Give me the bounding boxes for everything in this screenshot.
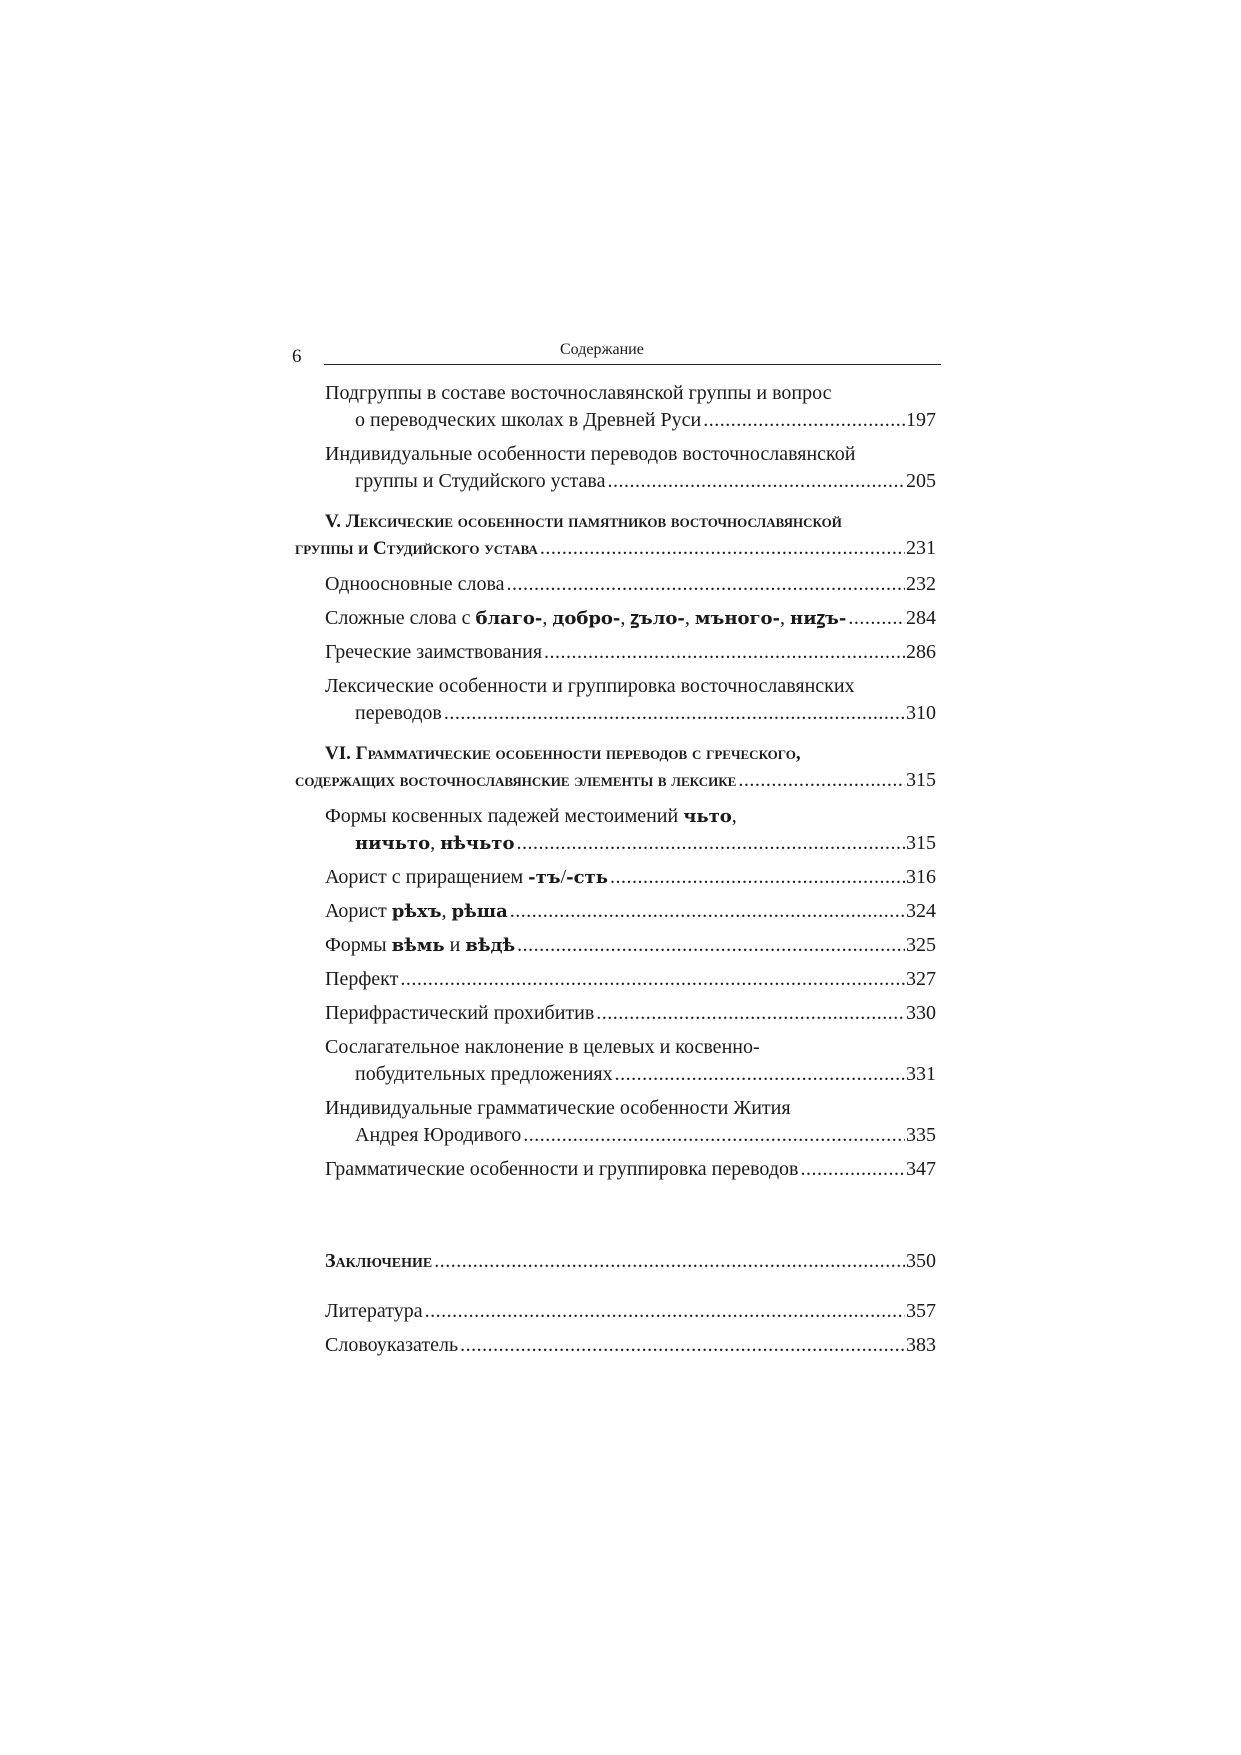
toc-literature[interactable] xyxy=(295,1298,936,1325)
dot-leader xyxy=(505,571,905,598)
toc-page-number: 347 xyxy=(906,1158,936,1180)
dot-leader xyxy=(508,898,905,925)
dot-leader xyxy=(594,1000,905,1027)
toc-page-number: 286 xyxy=(906,641,936,663)
dot-leader xyxy=(608,864,905,891)
toc-page-number: 330 xyxy=(906,1002,936,1024)
toc-entry-title: Грамматические особенности и группировка переводов xyxy=(325,1158,799,1180)
toc-entry-title: Формы вѣмь и вѣдѣ xyxy=(325,934,516,956)
toc-entry[interactable] xyxy=(295,673,936,727)
chapter-title-cont: содержащих восточнославянские элементы в лексике xyxy=(295,770,737,791)
chapter-title-cont: группы и Студийского устава xyxy=(295,538,538,559)
dot-leader xyxy=(432,1248,905,1275)
running-title: Содержание xyxy=(560,341,644,358)
toc-entry-title-cont: о переводческих школах в Древней Руси xyxy=(355,409,702,431)
toc-page-number: 284 xyxy=(906,607,936,629)
toc-entry-title: Перифрастический прохибитив xyxy=(325,1002,595,1024)
dot-leader xyxy=(542,639,905,666)
toc-entry[interactable] xyxy=(295,441,936,495)
dot-leader xyxy=(398,966,905,993)
toc-entry-title: Одноосновные слова xyxy=(325,573,505,595)
toc-entry-title: Сложные слова с благо-, добро-, ꙁъло-, мъного-, ниꙁъ- xyxy=(325,607,847,629)
toc-entry-title-cont: ничьто, нѣчьто xyxy=(355,832,515,854)
chapter-title: V. Лексические особенности памятников восточнославянской xyxy=(325,511,842,532)
toc-entry-title: Словоуказатель xyxy=(325,1334,459,1356)
toc-entry[interactable] xyxy=(295,571,936,598)
dot-leader xyxy=(514,830,905,857)
toc-conclusion[interactable] xyxy=(295,1248,936,1275)
toc-entry[interactable] xyxy=(295,966,936,993)
chapter-title: VI. Грамматические особенности переводов с греческого, xyxy=(325,743,801,764)
toc-entry-title: Перфект xyxy=(325,968,399,990)
toc-entry[interactable] xyxy=(295,1156,936,1183)
toc-entry[interactable] xyxy=(295,1034,936,1088)
toc-entry[interactable] xyxy=(295,932,936,959)
toc-entry[interactable] xyxy=(295,605,936,632)
toc-entry-title-cont: переводов xyxy=(355,702,442,724)
toc-entry[interactable] xyxy=(295,380,936,434)
toc-page-number: 350 xyxy=(906,1250,936,1272)
toc-page-number: 310 xyxy=(906,702,936,724)
toc-entry-title-cont: Андрея Юродивого xyxy=(355,1124,522,1146)
toc-entry[interactable] xyxy=(295,898,936,925)
toc-entry[interactable] xyxy=(295,1095,936,1149)
toc-page-number: 315 xyxy=(906,769,936,791)
toc-entry[interactable] xyxy=(295,864,936,891)
toc-page-number: 232 xyxy=(906,573,936,595)
toc-entry-title: Лексические особенности и группировка восточнославянских xyxy=(325,675,855,697)
dot-leader xyxy=(798,1156,905,1183)
toc-chapter-5[interactable] xyxy=(295,508,936,562)
dot-leader xyxy=(736,767,905,794)
toc-page-number: 205 xyxy=(906,470,936,492)
dot-leader xyxy=(538,535,905,562)
toc-page-number: 383 xyxy=(906,1334,936,1356)
toc-entry-title-cont: побудительных предложениях xyxy=(355,1063,613,1085)
toc-page-number: 335 xyxy=(906,1124,936,1146)
toc-entry-title: Формы косвенных падежей местоимений чьто, xyxy=(325,805,737,827)
toc-entry-title: Подгруппы в составе восточнославянской группы и вопрос xyxy=(325,382,832,404)
toc-entry-title: Сослагательное наклонение в целевых и косвенно- xyxy=(325,1036,760,1058)
dot-leader xyxy=(605,468,905,495)
toc-entry[interactable] xyxy=(295,639,936,666)
header-rule xyxy=(324,364,941,365)
toc-chapter-6[interactable] xyxy=(295,740,936,794)
toc-page-number: 327 xyxy=(906,968,936,990)
dot-leader xyxy=(515,932,905,959)
toc-page-number: 315 xyxy=(906,832,936,854)
dot-leader xyxy=(613,1061,905,1088)
table-of-contents xyxy=(295,380,936,1366)
toc-page-number: 325 xyxy=(906,934,936,956)
dot-leader xyxy=(701,407,905,434)
toc-entry-title: Литература xyxy=(325,1300,423,1322)
toc-entry-title: Индивидуальные особенности переводов восточнославянской xyxy=(325,443,856,465)
dot-leader xyxy=(846,605,905,632)
page-number: 6 xyxy=(292,346,302,367)
toc-entry-title: Аорист рѣхъ, рѣша xyxy=(325,900,508,922)
dot-leader xyxy=(521,1122,905,1149)
toc-entry-title: Греческие заимствования xyxy=(325,641,543,663)
toc-page-number: 316 xyxy=(906,866,936,888)
toc-page-number: 231 xyxy=(906,537,936,559)
toc-entry-title: Заключение xyxy=(325,1250,433,1272)
toc-entry-title: Аорист с приращением -тъ/-сть xyxy=(325,866,608,888)
dot-leader xyxy=(423,1298,905,1325)
toc-entry-title-cont: группы и Студийского устава xyxy=(355,470,606,492)
toc-entry[interactable] xyxy=(295,803,936,857)
toc-index[interactable] xyxy=(295,1332,936,1359)
toc-entry-title: Индивидуальные грамматические особенности Жития xyxy=(325,1097,791,1119)
toc-page-number: 197 xyxy=(906,409,936,431)
toc-page-number: 357 xyxy=(906,1300,936,1322)
toc-page-number: 324 xyxy=(906,900,936,922)
toc-entry[interactable] xyxy=(295,1000,936,1027)
dot-leader xyxy=(442,700,905,727)
toc-page-number: 331 xyxy=(906,1063,936,1085)
dot-leader xyxy=(458,1332,905,1359)
